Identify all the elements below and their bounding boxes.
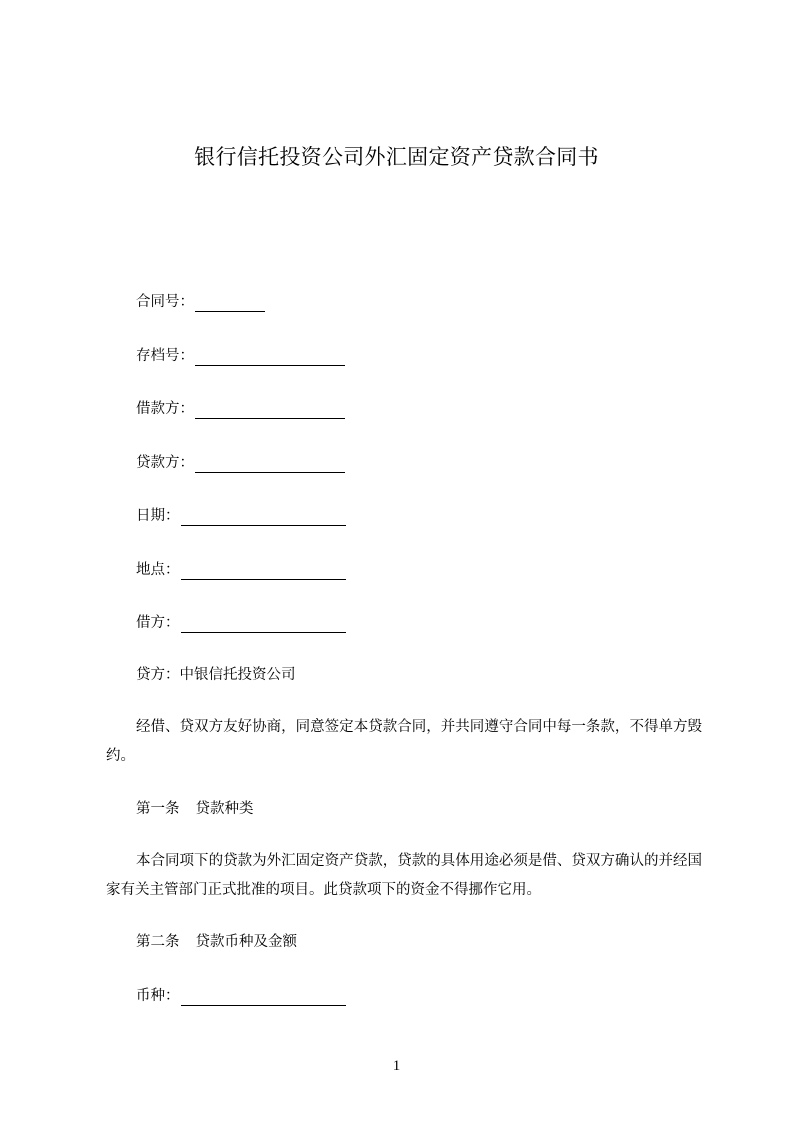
blank-line — [181, 562, 346, 580]
date-field — [136, 506, 346, 526]
article-title: 贷款币种及金额 — [195, 934, 297, 950]
article-title: 贷款种类 — [195, 801, 254, 817]
borrower-party-field — [136, 613, 346, 633]
intro-paragraph: 经借、贷双方友好协商，同意签定本贷款合同，并共同遵守合同中每一条款，不得单方毁约。 — [106, 719, 702, 764]
lender-party-line: 贷方：中银信托投资公司 — [136, 667, 296, 683]
contract-number-field — [136, 292, 265, 312]
field-label: 币种： — [136, 988, 180, 1004]
article-1-heading — [136, 799, 254, 819]
blank-line — [181, 988, 346, 1006]
lender-field — [136, 453, 345, 473]
field-label: 贷款方： — [136, 455, 194, 471]
field-label: 地点： — [136, 562, 180, 578]
field-label: 日期： — [136, 508, 180, 524]
document-title: 银行信托投资公司外汇固定资产贷款合同书 — [194, 145, 599, 169]
blank-line — [181, 508, 346, 526]
field-label: 存档号： — [136, 348, 194, 364]
article-1-body: 本合同项下的贷款为外汇固定资产贷款，贷款的具体用途必须是借、贷双方确认的并经国家有关主管部门正式批准的项目。此贷款项下的资金不得挪作它用。 — [106, 853, 702, 898]
field-label: 合同号： — [136, 294, 194, 310]
blank-line — [195, 401, 345, 419]
location-field — [136, 560, 346, 580]
article-number: 第一条 — [136, 801, 180, 817]
currency-field — [136, 986, 346, 1006]
blank-line — [195, 294, 265, 312]
archive-number-field — [136, 346, 345, 366]
article-2-heading — [136, 932, 297, 952]
blank-line — [195, 455, 345, 473]
article-number: 第二条 — [136, 934, 180, 950]
blank-line — [181, 615, 346, 633]
field-label: 借方： — [136, 615, 180, 631]
page-number: 1 — [392, 1058, 401, 1074]
borrower-field — [136, 399, 345, 419]
blank-line — [195, 348, 345, 366]
field-label: 借款方： — [136, 401, 194, 417]
